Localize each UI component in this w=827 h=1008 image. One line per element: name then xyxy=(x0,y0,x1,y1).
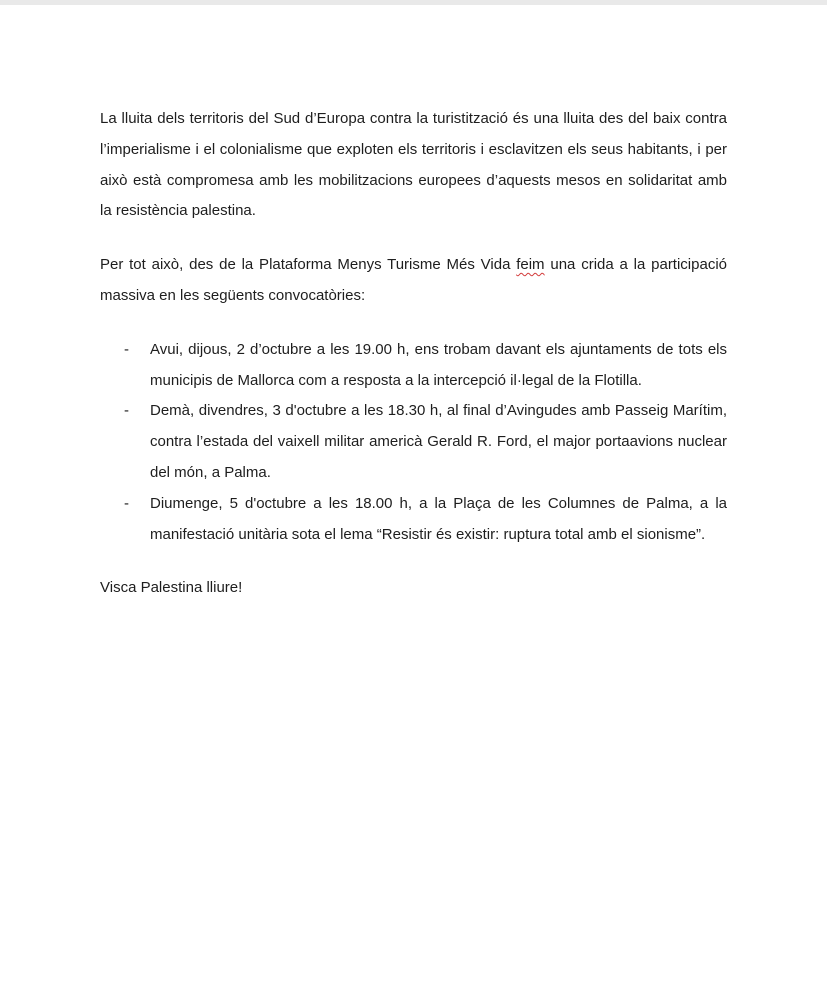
list-item xyxy=(100,489,727,551)
list-item xyxy=(100,396,727,488)
paragraph-call-end: una crida a la participació massiva en les següents convocatòries: xyxy=(100,256,728,304)
paragraph-call xyxy=(100,250,727,312)
convocations-list xyxy=(100,335,727,551)
dash-bullet-icon: - xyxy=(124,494,129,512)
document-body[interactable] xyxy=(100,104,727,604)
dash-bullet-icon: - xyxy=(124,340,129,358)
paragraph-call-start: Per tot això, des de la Plataforma Menys Turisme Més Vida xyxy=(100,256,517,274)
document-page xyxy=(0,5,827,1008)
closing-line: Visca Palestina lliure! xyxy=(100,579,243,597)
list-item xyxy=(100,335,727,397)
list-item-text: Diumenge, 5 d'octubre a les 18.00 h, a la Plaça de les Columnes de Palma, a la manifestació unitària sota el lema “Resistir és existir: ruptura total amb el sionisme”. xyxy=(150,494,727,543)
dash-bullet-icon: - xyxy=(124,402,129,420)
spellcheck-flagged-word[interactable]: feim xyxy=(516,256,545,274)
list-item-text: Avui, dijous, 2 d’octubre a les 19.00 h, ens trobam davant els ajuntaments de tots els municipis de Mallorca com a resposta a la intercepció il·legal de la Flotilla. xyxy=(150,340,727,389)
paragraph-intro: La lluita dels territoris del Sud d’Europa contra la turistització és una lluita des del baix contra l’imperialisme i el colonialisme que exploten els territoris i esclavitzen els seus habitants, i per això està compromesa amb les mobilitzacions europees d’aquests mesos en solidaritat amb la resistència palestina. xyxy=(100,110,727,220)
list-item-text: Demà, divendres, 3 d'octubre a les 18.30 h, al final d’Avingudes amb Passeig Marítim, contra l’estada del vaixell militar americà Gerald R. Ford, el major portaavions nuclear del món, a Palma. xyxy=(150,402,727,481)
